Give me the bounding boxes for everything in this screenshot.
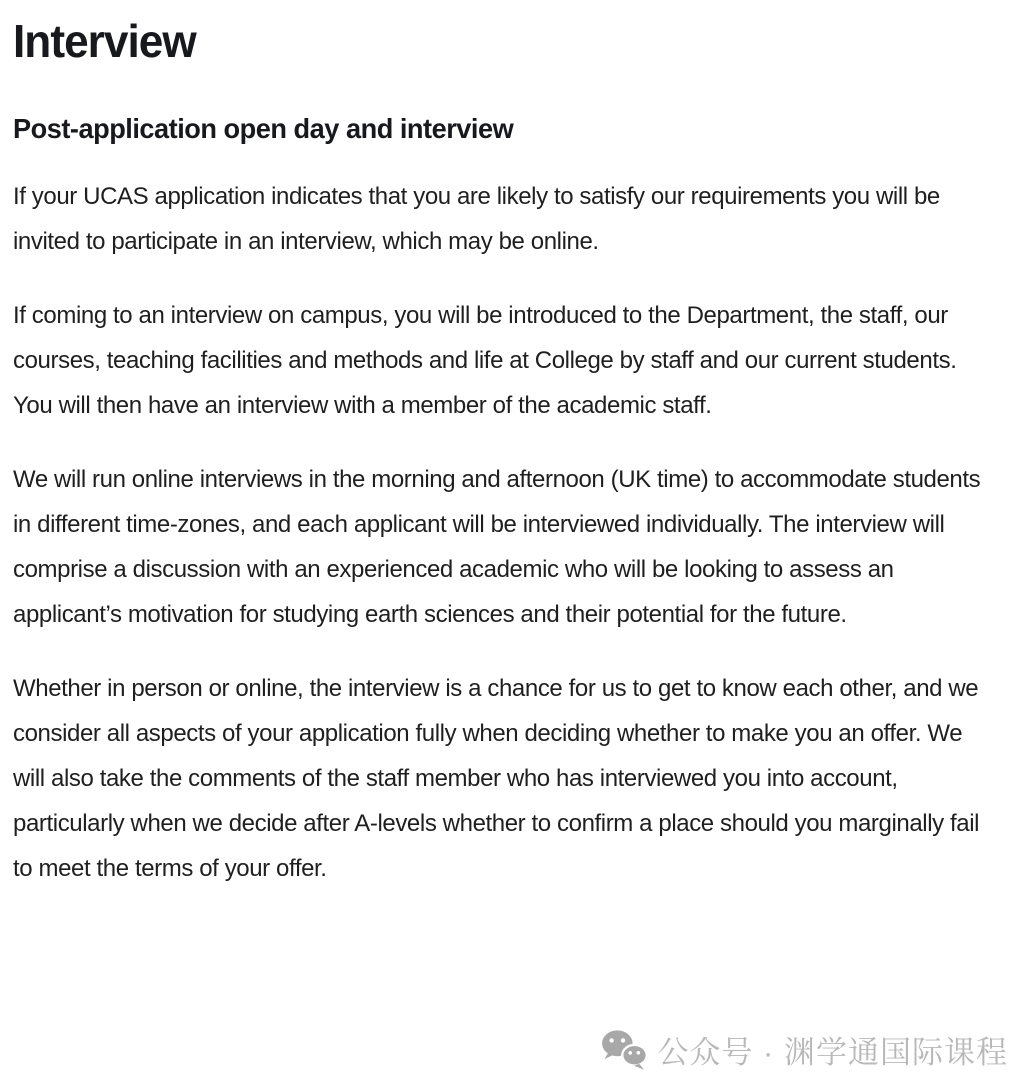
paragraph-2: If coming to an interview on campus, you will be introduced to the Department, the staff, our courses, teaching facilities and methods and life at College by staff and our current students. You will then have an interview with a member of the academic staff. [13, 301, 957, 419]
watermark-text: 公众号 · 渊学通国际课程 [657, 1035, 1008, 1070]
page-title: Interview [13, 15, 196, 67]
paragraph-4: Whether in person or online, the interview is a chance for us to get to know each other, and we consider all aspects of your application fully when deciding whether to make you an offer. We will also take the comments of the staff member who has interviewed you into account, particularly when we decide after A-levels whether to confirm a place should you marginally fail to meet the terms of your offer. [13, 674, 980, 882]
watermark [601, 1027, 1008, 1072]
wechat-icon [601, 1029, 647, 1071]
section-heading: Post-application open day and interview [13, 113, 514, 144]
paragraph-1: If your UCAS application indicates that you are likely to satisfy our requirements you will be invited to participate in an interview, which may be online. [13, 182, 940, 255]
paragraph-3: We will run online interviews in the morning and afternoon (UK time) to accommodate students in different time-zones, and each applicant will be interviewed individually. The interview will comprise a discussion with an experienced academic who will be looking to assess an applicant’s motivation for studying earth sciences and their potential for the future. [13, 465, 981, 628]
